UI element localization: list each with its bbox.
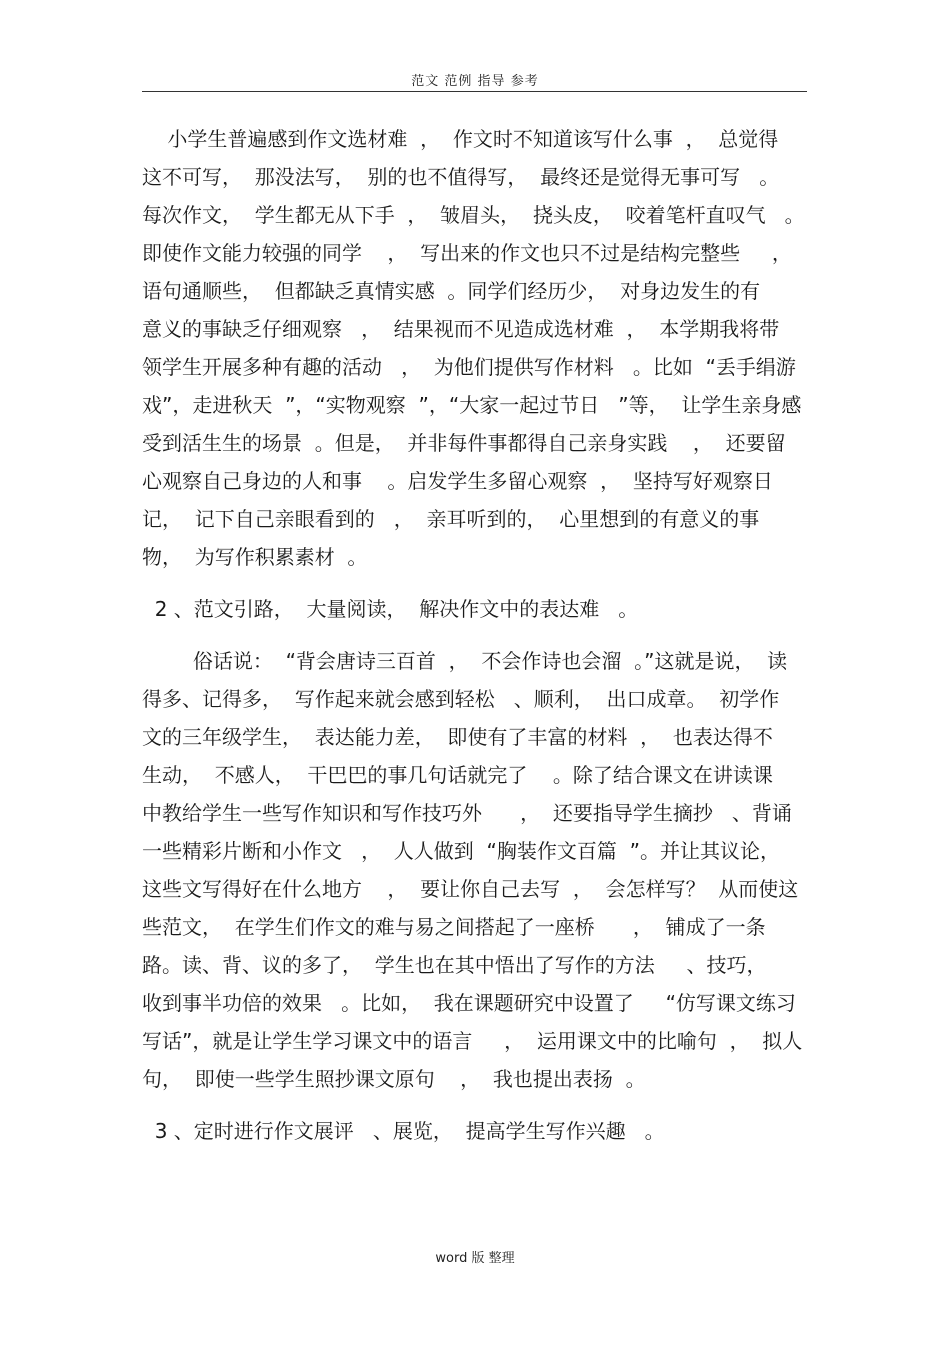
page-header: 范文 范例 指导 参考 [411,74,539,89]
text-line: 戏”，走进秋天 ”，“实物观察 ”，“大家一起过节日 ”等， 让学生亲身感 [142,393,802,417]
text-line: 文的三年级学生， 表达能力差， 即使有了丰富的材料 ， 也表达得不 [142,725,773,749]
text-line: 语句通顺些， 但都缺乏真情实感 。同学们经历少， 对身边发生的有 [142,279,761,303]
text-line: 即使作文能力较强的同学 ， 写出来的作文也只不过是结构完整些 ， [142,241,792,265]
text-line: 句， 即使一些学生照抄课文原句 ， 我也提出表扬 。 [142,1067,646,1091]
text-line: 生动， 不感人， 干巴巴的事几句话就完了 。除了结合课文在讲读课 [142,763,773,787]
text-line: 这些文写得好在什么地方 ， 要让你自己去写 ， 会怎样写？ 从而使这 [142,877,799,901]
text-line: 得多、记得多， 写作起来就会感到轻松 、顺利， 出口成章。 初学作 [142,687,780,711]
document-body [142,120,807,1150]
text-line: 一些精彩片断和小作文 ， 人人做到 “胸装作文百篇 ”。并让其议论， [142,839,780,863]
paragraph-reading-examples [142,642,807,1098]
text-line: 收到事半功倍的效果 。比如， 我在课题研究中设置了 “仿写课文练习 [142,991,796,1015]
section-heading-3 [142,1112,807,1150]
text-line: 领学生开展多种有趣的活动 ， 为他们提供写作材料 。比如 “丢手绢游 [142,355,796,379]
text-line: 俗话说： “背会唐诗三百首 ， 不会作诗也会溜 。”这就是说， 读 [142,649,788,673]
text-line: 中教给学生一些写作知识和写作技巧外 ， 还要指导学生摘抄 、背诵 [142,801,792,825]
paragraph-spacer [142,576,807,590]
text-line: 这不可写， 那没法写， 别的也不值得写， 最终还是觉得无事可写 。 [142,165,780,189]
text-line: 小学生普遍感到作文选材难 ， 作文时不知道该写什么事 ， 总觉得 [142,127,779,151]
text-line: 受到活生生的场景 。但是， 并非每件事都得自己亲身实践 ， 还要留 [142,431,786,455]
section-heading: 3 、定时进行作文展评 、展览， 提高学生写作兴趣 。 [142,1119,665,1143]
page-footer: word 版 整理 [435,1251,515,1266]
header-divider [142,91,807,92]
text-line: 记， 记下自己亲眼看到的 ， 亲耳听到的， 心里想到的有意义的事 [142,507,760,531]
section-heading: 2 、范文引路， 大量阅读， 解决作文中的表达难 。 [142,597,639,621]
paragraph-material-selection [142,120,807,576]
text-line: 意义的事缺乏仔细观察 ， 结果视而不见造成选材难 ， 本学期我将带 [142,317,780,341]
text-line: 些范文， 在学生们作文的难与易之间搭起了一座桥 ， 铺成了一条 [142,915,766,939]
text-line: 物， 为写作积累素材 。 [142,545,368,569]
paragraph-spacer [142,628,807,642]
text-line: 路。读、背、议的多了， 学生也在其中悟出了写作的方法 、技巧， [142,953,767,977]
text-line: 每次作文， 学生都无从下手 ， 皱眉头， 挠头皮， 咬着笔杆直叹气 。 [142,203,805,227]
text-line: 心观察自己身边的人和事 。启发学生多留心观察 ， 坚持写好观察日 [142,469,773,493]
section-heading-2 [142,590,807,628]
text-line: 写话”，就是让学生学习课文中的语言 ， 运用课文中的比喻句 ， 拟人 [142,1029,803,1053]
paragraph-spacer [142,1098,807,1112]
